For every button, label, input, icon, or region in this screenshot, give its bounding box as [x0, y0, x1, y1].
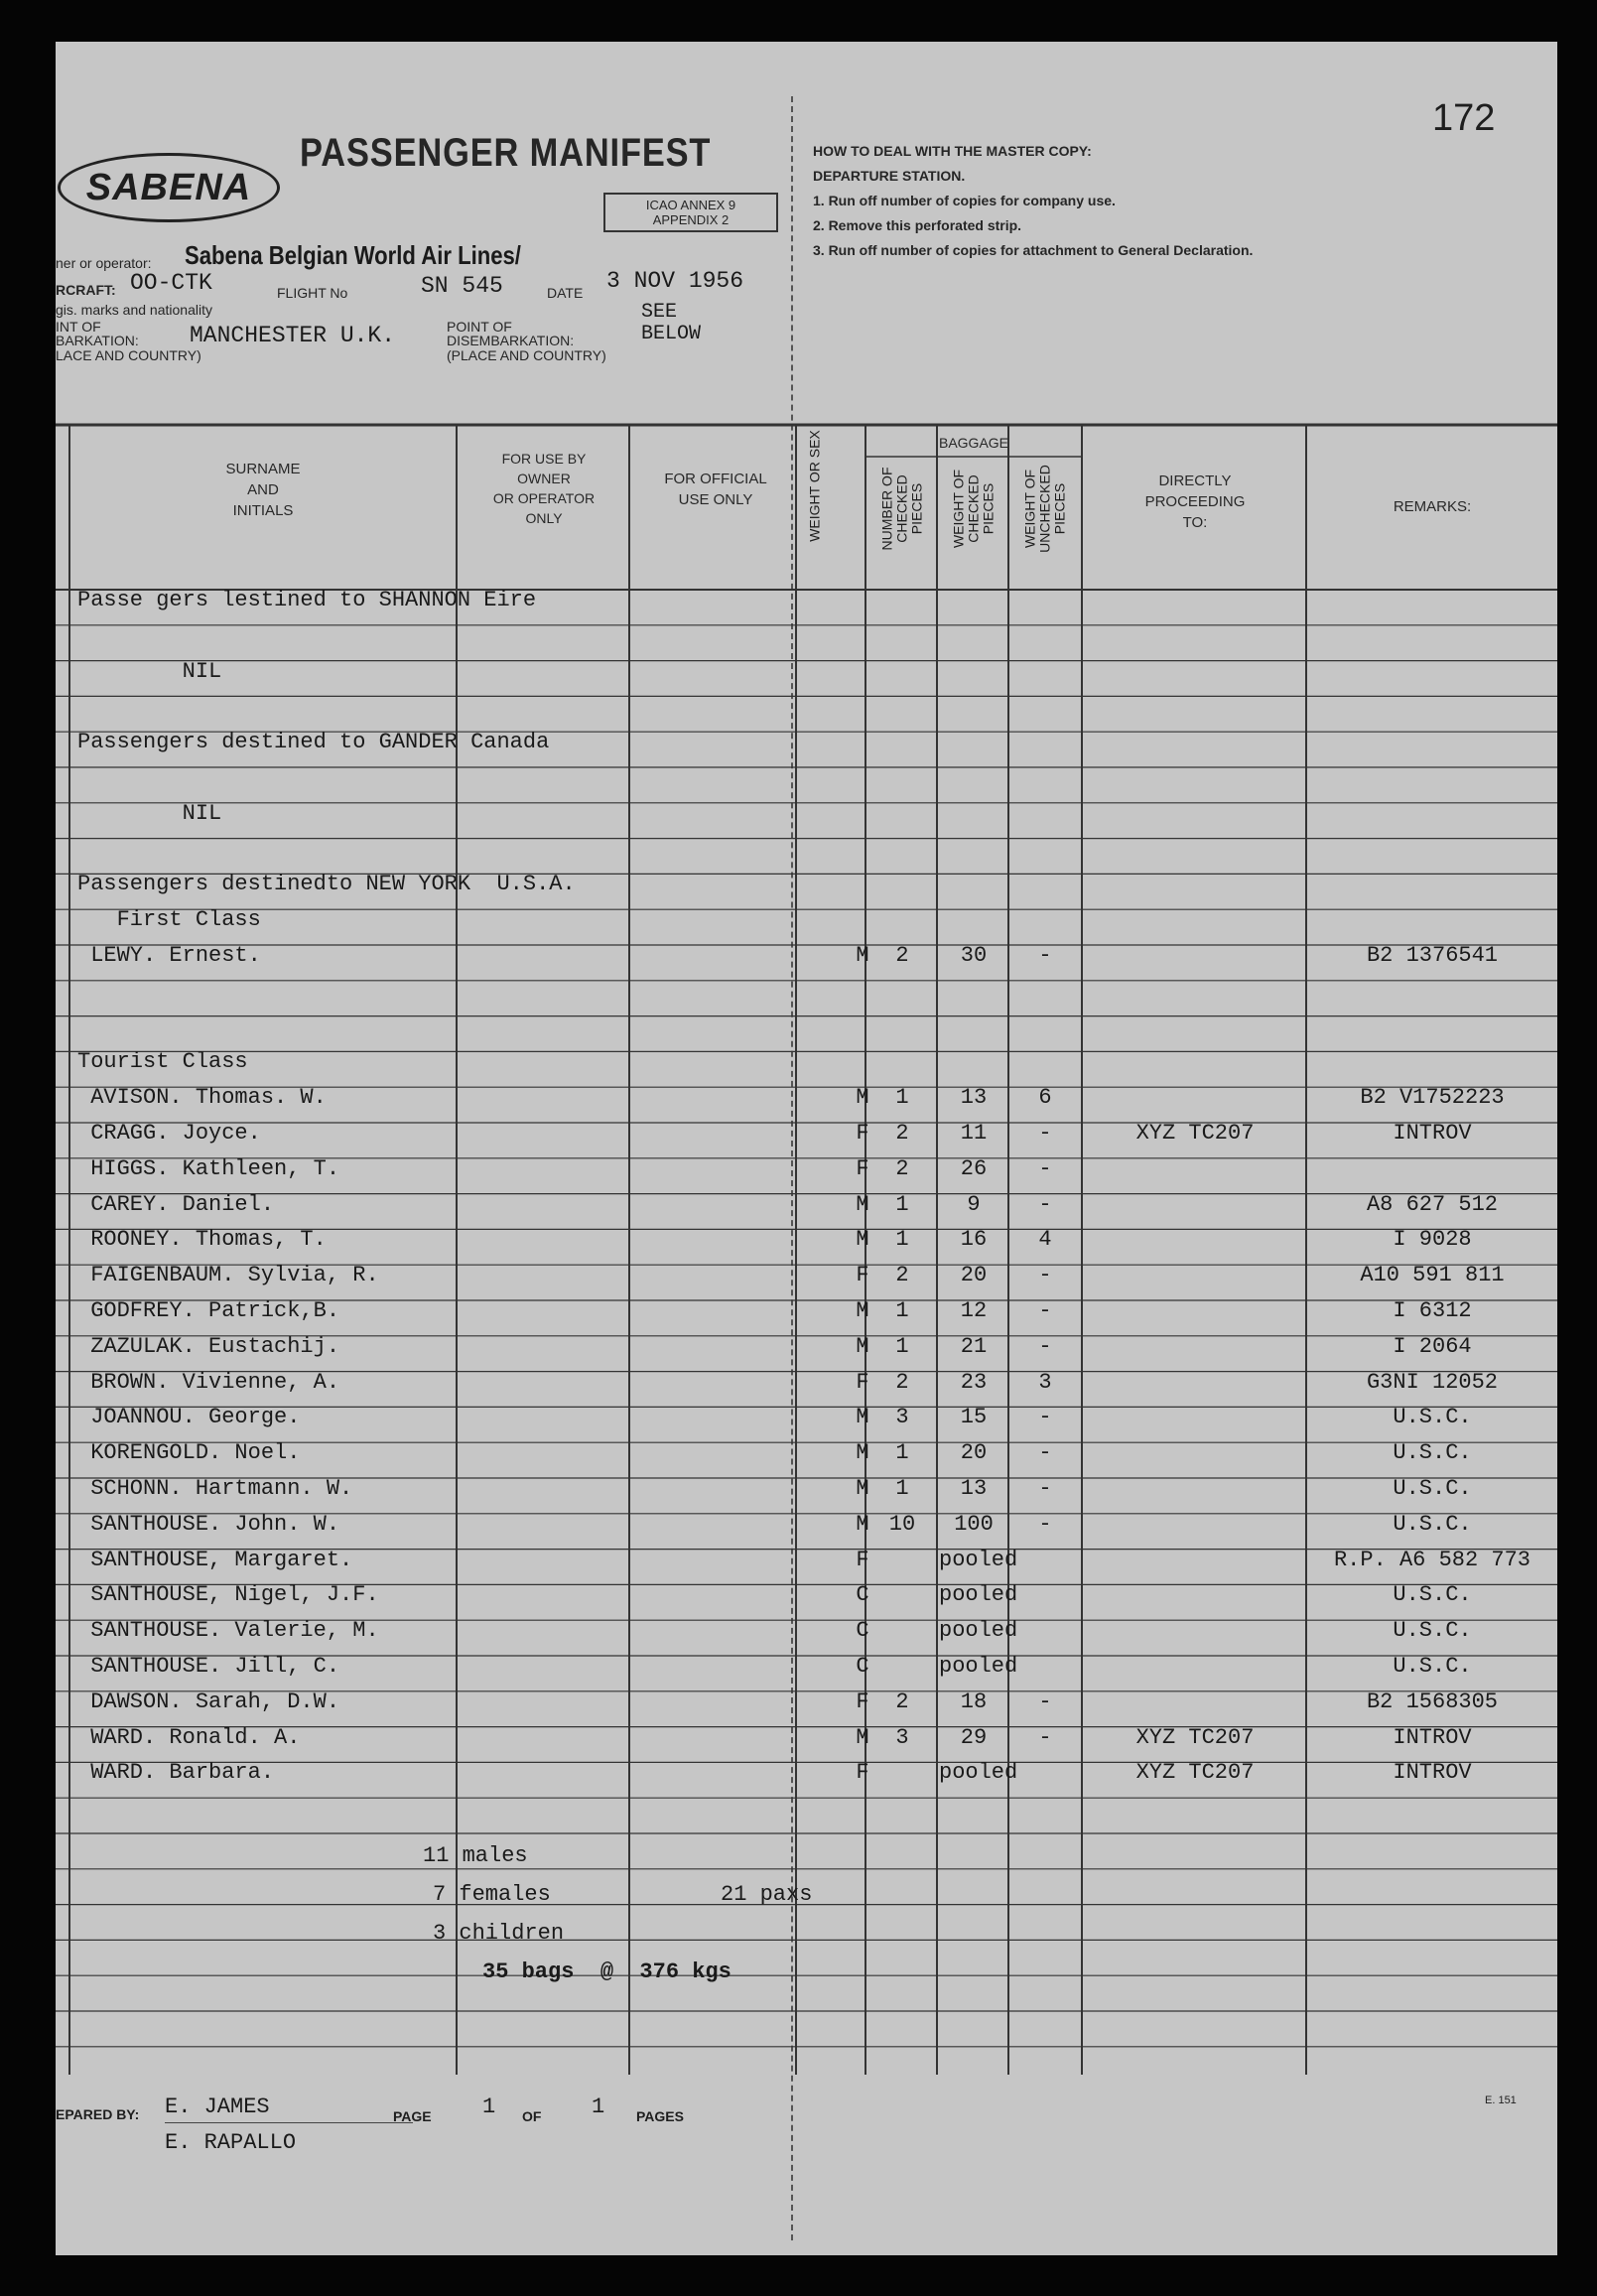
cell-surname: GODFREY. Patrick,B.	[77, 1298, 340, 1323]
icao-box	[603, 193, 778, 232]
cell-remarks: A8 627 512	[1366, 1191, 1499, 1217]
cell-pieces: 3	[895, 1724, 909, 1750]
disembark-label: POINT OF DISEMBARKATION:	[447, 319, 575, 348]
instruction-step-3: 3. Run off number of copies for attachment to General Declaration.	[813, 242, 1254, 258]
date-label: DATE	[547, 285, 584, 301]
operator-value: Sabena Belgian World Air Lines/	[185, 240, 521, 270]
total-children: 3 children	[433, 1921, 565, 1946]
cell-sex: M	[856, 1085, 869, 1111]
cell-remarks: U.S.C.	[1393, 1582, 1472, 1608]
cell-weight: pooled	[939, 1547, 1018, 1572]
cell-sex: C	[856, 1582, 869, 1608]
instruction-step-1: 1. Run off number of copies for company use.	[813, 193, 1116, 208]
cell-pieces: 2	[895, 1369, 909, 1395]
cell-weight: 13	[960, 1476, 988, 1501]
cell-unchecked: -	[1038, 1121, 1052, 1146]
flight-value: SN 545	[421, 273, 503, 299]
cell-remarks: U.S.C.	[1393, 1618, 1472, 1644]
cell-sex: F	[856, 1121, 869, 1146]
sabena-logo: SABENA	[58, 153, 280, 222]
col-proceeding: DIRECTLY PROCEEDING TO:	[1144, 473, 1246, 531]
aircraft-label: RCRAFT:	[56, 282, 116, 298]
cell-sex: M	[856, 943, 869, 968]
col-surname: SURNAME AND INITIALS	[225, 461, 301, 519]
cell-surname: CRAGG. Joyce.	[77, 1121, 261, 1146]
date-value: 3 NOV 1956	[606, 268, 744, 294]
flight-label: FLIGHT No	[277, 285, 348, 301]
cell-pieces: 1	[895, 1191, 909, 1217]
cell-surname: DAWSON. Sarah, D.W.	[77, 1688, 340, 1714]
cell-sex: F	[856, 1688, 869, 1714]
cell-remarks: INTROV	[1393, 1760, 1472, 1786]
cell-surname: AVISON. Thomas. W.	[77, 1085, 327, 1111]
cell-surname: KORENGOLD. Noel.	[77, 1440, 301, 1466]
operator-label: ner or operator:	[56, 255, 152, 271]
cell-unchecked: 6	[1038, 1085, 1052, 1111]
cell-surname: SANTHOUSE. Valerie, M.	[77, 1618, 379, 1644]
cell-sex: F	[856, 1760, 869, 1786]
cell-sex: F	[856, 1263, 869, 1288]
cell-pieces: 1	[895, 1227, 909, 1253]
embark-value: MANCHESTER U.K.	[190, 323, 396, 348]
cell-weight: pooled	[939, 1654, 1018, 1679]
cell-unchecked: -	[1038, 1724, 1052, 1750]
col-remarks: REMARKS:	[1393, 498, 1472, 515]
cell-unchecked: -	[1038, 943, 1052, 968]
cell-remarks: B2 1376541	[1366, 943, 1499, 968]
cell-weight: 12	[960, 1298, 988, 1323]
cell-weight: 26	[960, 1155, 988, 1181]
cell-surname: CAREY. Daniel.	[77, 1191, 275, 1217]
cell-weight: 20	[960, 1440, 988, 1466]
cell-remarks: B2 V1752223	[1360, 1085, 1505, 1111]
cell-sex: M	[856, 1333, 869, 1359]
cell-unchecked: -	[1038, 1155, 1052, 1181]
col-weight-checked: WEIGHT OF CHECKED PIECES	[950, 469, 997, 549]
cell-surname: JOANNOU. George.	[77, 1405, 301, 1430]
cell-sex: M	[856, 1191, 869, 1217]
cell-unchecked: -	[1038, 1511, 1052, 1537]
cell-sex: M	[856, 1511, 869, 1537]
prepared-underline	[165, 2122, 413, 2123]
cell-pieces: 2	[895, 1121, 909, 1146]
cell-surname: WARD. Barbara.	[77, 1760, 275, 1786]
form-code: E. 151	[1485, 2094, 1517, 2106]
cell-proceeding: XYZ TC207	[1135, 1724, 1255, 1750]
cell-surname: SANTHOUSE, Margaret.	[77, 1547, 353, 1572]
cell-surname: BROWN. Vivienne, A.	[77, 1369, 340, 1395]
cell-pieces: 1	[895, 1298, 909, 1323]
cell-unchecked: 4	[1038, 1227, 1052, 1253]
total-bags: 35 bags @ 376 kgs	[482, 1959, 732, 1984]
cell-surname: FAIGENBAUM. Sylvia, R.	[77, 1263, 379, 1288]
manifest-sheet	[56, 42, 1557, 2255]
cell-sex: M	[856, 1724, 869, 1750]
cell-surname: Passengers destined to GANDER Canada	[77, 730, 550, 755]
cell-remarks: INTROV	[1393, 1724, 1472, 1750]
cell-unchecked: -	[1038, 1298, 1052, 1323]
cell-weight: 11	[960, 1121, 988, 1146]
cell-remarks: U.S.C.	[1393, 1511, 1472, 1537]
total-males: 11 males	[423, 1843, 528, 1868]
cell-surname: ROONEY. Thomas, T.	[77, 1227, 327, 1253]
cell-weight: pooled	[939, 1760, 1018, 1786]
cell-remarks: INTROV	[1393, 1121, 1472, 1146]
col-weight-unchecked: WEIGHT OF UNCHECKED PIECES	[1021, 465, 1068, 553]
page-value: 1	[482, 2094, 496, 2119]
cell-surname: Passe gers lestined to SHANNON Eire	[77, 588, 537, 612]
cell-remarks: U.S.C.	[1393, 1476, 1472, 1501]
manifest-table	[56, 379, 1557, 2075]
marks-label: gis. marks and nationality	[56, 302, 212, 318]
cell-pieces: 1	[895, 1440, 909, 1466]
aircraft-value: OO-CTK	[130, 270, 212, 296]
col-num-checked: NUMBER OF CHECKED PIECES	[878, 467, 925, 551]
cell-surname: Passengers destinedto NEW YORK U.S.A.	[77, 872, 576, 897]
cell-surname: First Class	[77, 907, 261, 933]
cell-weight: pooled	[939, 1618, 1018, 1644]
prepared-by-2: E. RAPALLO	[165, 2130, 297, 2155]
cell-pieces: 2	[895, 1688, 909, 1714]
cell-proceeding: XYZ TC207	[1135, 1121, 1255, 1146]
page-label: PAGE	[393, 2108, 432, 2124]
cell-remarks: R.P. A6 582 773	[1333, 1547, 1531, 1572]
cell-sex: F	[856, 1369, 869, 1395]
of-label: OF	[522, 2108, 542, 2124]
cell-unchecked: -	[1038, 1333, 1052, 1359]
instructions-station: DEPARTURE STATION.	[813, 168, 966, 184]
embark-label: INT OF BARKATION:	[56, 319, 139, 348]
cell-unchecked: 3	[1038, 1369, 1052, 1395]
cell-sex: M	[856, 1298, 869, 1323]
cell-pieces: 2	[895, 1155, 909, 1181]
cell-surname: SANTHOUSE. Jill, C.	[77, 1654, 340, 1679]
total-females: 7 females	[433, 1882, 551, 1907]
cell-pieces: 2	[895, 943, 909, 968]
cell-weight: pooled	[939, 1582, 1018, 1608]
cell-sex: M	[856, 1440, 869, 1466]
cell-surname: ZAZULAK. Eustachij.	[77, 1333, 340, 1359]
cell-pieces: 1	[895, 1085, 909, 1111]
cell-sex: M	[856, 1227, 869, 1253]
cell-unchecked: -	[1038, 1191, 1052, 1217]
col-official: FOR OFFICIAL USE ONLY	[664, 471, 767, 508]
cell-unchecked: -	[1038, 1263, 1052, 1288]
pages-label: PAGES	[636, 2108, 684, 2124]
cell-remarks: U.S.C.	[1393, 1654, 1472, 1679]
cell-sex: F	[856, 1155, 869, 1181]
cell-weight: 16	[960, 1227, 988, 1253]
instruction-step-2: 2. Remove this perforated strip.	[813, 217, 1022, 233]
cell-weight: 29	[960, 1724, 988, 1750]
cell-remarks: I 6312	[1393, 1298, 1472, 1323]
instructions-title: HOW TO DEAL WITH THE MASTER COPY:	[813, 143, 1092, 159]
cell-pieces: 1	[895, 1476, 909, 1501]
cell-sex: M	[856, 1476, 869, 1501]
cell-remarks: I 2064	[1393, 1333, 1472, 1359]
embark-sub: LACE AND COUNTRY)	[56, 347, 201, 363]
cell-sex: C	[856, 1618, 869, 1644]
cell-weight: 20	[960, 1263, 988, 1288]
col-weight-sex: WEIGHT OR SEX	[806, 430, 823, 542]
cell-pieces: 2	[895, 1263, 909, 1288]
pages-value: 1	[592, 2094, 605, 2119]
cell-pieces: 10	[888, 1511, 916, 1537]
cell-unchecked: -	[1038, 1440, 1052, 1466]
cell-surname: Tourist Class	[77, 1049, 248, 1075]
cell-remarks: A10 591 811	[1360, 1263, 1505, 1288]
cell-remarks: U.S.C.	[1393, 1405, 1472, 1430]
cell-surname: SANTHOUSE. John. W.	[77, 1511, 340, 1537]
cell-remarks: G3NI 12052	[1366, 1369, 1499, 1395]
cell-unchecked: -	[1038, 1688, 1052, 1714]
page-number: 172	[1432, 97, 1496, 139]
cell-proceeding: XYZ TC207	[1135, 1760, 1255, 1786]
cell-weight: 30	[960, 943, 988, 968]
cell-weight: 15	[960, 1405, 988, 1430]
cell-surname: WARD. Ronald. A.	[77, 1724, 301, 1750]
cell-sex: C	[856, 1654, 869, 1679]
cell-surname: NIL	[77, 658, 222, 684]
disembark-value: SEE BELOW	[641, 301, 702, 345]
cell-sex: F	[856, 1547, 869, 1572]
cell-remarks: I 9028	[1393, 1227, 1472, 1253]
cell-surname: HIGGS. Kathleen, T.	[77, 1155, 340, 1181]
cell-surname: NIL	[77, 800, 222, 826]
cell-weight: 9	[967, 1191, 981, 1217]
cell-remarks: B2 1568305	[1366, 1688, 1499, 1714]
cell-pieces: 1	[895, 1333, 909, 1359]
col-baggage: BAGGAGE	[938, 435, 1009, 451]
cell-weight: 23	[960, 1369, 988, 1395]
cell-surname: SCHONN. Hartmann. W.	[77, 1476, 353, 1501]
manifest-title: PASSENGER MANIFEST	[300, 131, 712, 175]
cell-sex: M	[856, 1405, 869, 1430]
prepared-by: E. JAMES	[165, 2094, 270, 2119]
cell-unchecked: -	[1038, 1476, 1052, 1501]
disembark-sub: (PLACE AND COUNTRY)	[447, 347, 606, 363]
cell-weight: 13	[960, 1085, 988, 1111]
instructions	[813, 139, 1253, 263]
cell-surname: LEWY. Ernest.	[77, 943, 261, 968]
cell-pieces: 3	[895, 1405, 909, 1430]
cell-remarks: U.S.C.	[1393, 1440, 1472, 1466]
cell-surname: SANTHOUSE, Nigel, J.F.	[77, 1582, 379, 1608]
cell-weight: 18	[960, 1688, 988, 1714]
cell-weight: 100	[954, 1511, 994, 1537]
col-owner: FOR USE BY OWNER OR OPERATOR ONLY	[492, 451, 596, 526]
total-paxs: 21 paxs	[721, 1882, 813, 1907]
prepared-label: EPARED BY:	[56, 2106, 140, 2122]
cell-unchecked: -	[1038, 1405, 1052, 1430]
cell-weight: 21	[960, 1333, 988, 1359]
icao-text: ICAO ANNEX 9 APPENDIX 2	[645, 198, 736, 227]
